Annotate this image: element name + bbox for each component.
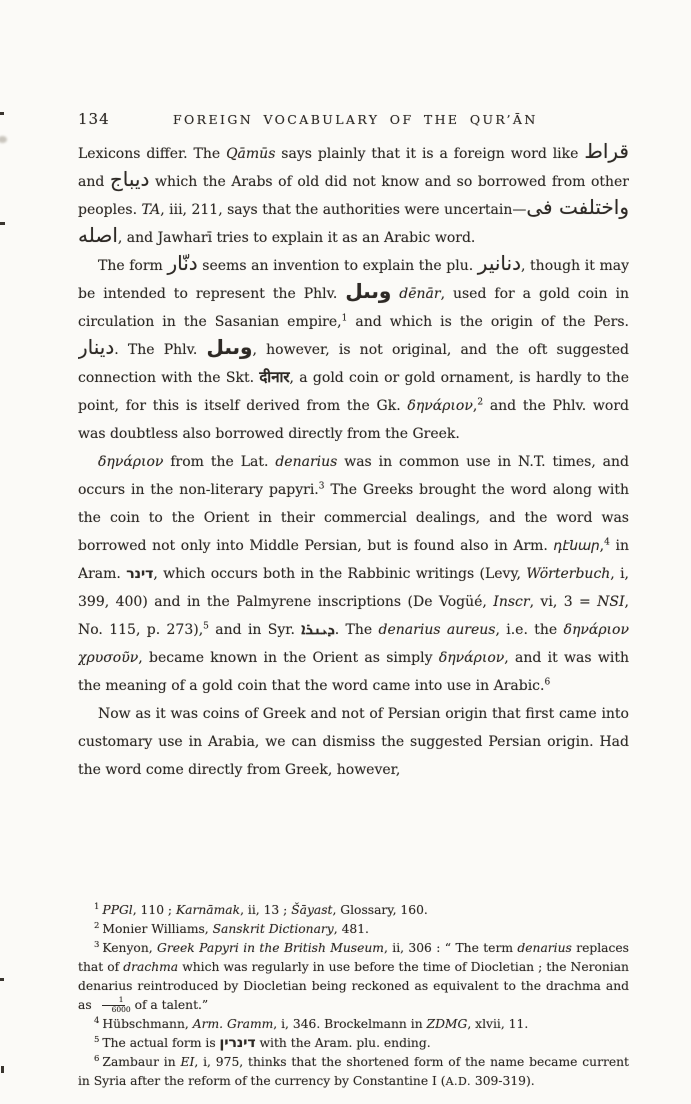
syriac-word: ܕܝܢܪܐ [301, 620, 335, 638]
footnote-marker: 1 [341, 313, 348, 324]
armenian-word: դէնար [553, 538, 600, 554]
scan-artifact [0, 978, 4, 981]
italic-text: Sanskrit Dictionary [212, 922, 334, 936]
hebrew-word: דינרין [219, 1035, 256, 1051]
smallcaps-text: A.D. [445, 1075, 471, 1088]
italic-text: dēnār [399, 286, 441, 302]
arabic-word: دنانير [477, 251, 521, 275]
footnote-number: 3 [94, 939, 100, 950]
footnote: $^5$ The actual form is דינרין with the Aram. plu. ending. [94, 1034, 431, 1051]
arabic-word: قراط [584, 140, 629, 163]
footnote-marker: 5 [203, 621, 209, 632]
scan-artifact [1, 1066, 4, 1073]
pahlavi-word: وىىل [345, 279, 392, 303]
footnote: $^4$ Hübschmann, Arm. Gramm, i, 346. Brockelmann in ZDMG, xlvii, 11. [94, 1015, 529, 1031]
italic-text: Wörterbuch [526, 566, 611, 582]
paragraph: The form دنّار seems an invention to explain the plu. دنانير, though it may be intended to represent the Phlv. وىىل dēnār, used for a gold coin in circulation in the Sasanian empire,$^1$ and which is the origin of the Pers. دينار. The Phlv. وىىل, however, is not original, and the oft suggested connection with the Skt. दीनार, a gold coin or gold ornament, is hardly to the point, for this is itself derived from the Gk. δηνάριον,$^2$ and the Phlv. word was doubtless also borrowed directly from the Greek. [78, 251, 629, 442]
running-title: FOREIGN VOCABULARY OF THE QUR’ĀN [172, 112, 538, 127]
italic-text: ZDMG [426, 1017, 468, 1031]
italic-text: denarius [275, 454, 338, 470]
pahlavi-word: وىىل [206, 335, 253, 359]
italic-text: drachma [123, 960, 179, 974]
footnote: $^3$ Kenyon, Greek Papyri in the British Museum, ii, 306 : “ The term denarius replaces that of drachma which was regularly in use before the time of Diocletian ; the Neronian denarius reintroduced by Diocletian being reckoned as equivalent to the drachma and as $\frac{1}{6000}$ of a talent.” [78, 939, 629, 1014]
italic-text: Arm. Gramm [192, 1017, 274, 1031]
italic-text: Qāmūs [226, 146, 276, 162]
italic-text: denarius [517, 941, 572, 955]
footnotes [78, 901, 629, 1091]
fraction: $\frac{1}{6000}$ [96, 996, 131, 1014]
scan-artifact [0, 222, 5, 225]
italic-text: Karnāmak [175, 903, 241, 917]
footnote-number: 5 [94, 1034, 100, 1045]
italic-text: Greek Papyri in the British Museum [157, 941, 384, 955]
arabic-word: دينار [78, 335, 115, 359]
greek-word: δηνάριον χρυσοῦν [78, 622, 629, 666]
footnote-marker: 2 [477, 397, 484, 408]
paragraph: Now as it was coins of Greek and not of Persian origin that first came into customary use in Arabia, we can dismiss the suggested Persian origin. Had the word come directly from Greek, however, [78, 706, 629, 778]
greek-word: δηνάριον [407, 398, 473, 414]
page-number: 134 [78, 110, 110, 128]
footnote-number: 2 [94, 920, 100, 931]
footnote-marker: 3 [318, 481, 325, 492]
footnote-marker: 6 [544, 677, 551, 688]
footnote: $^1$ PPGl, 110 ; Karnāmak, ii, 13 ; Šāyast, Glossary, 160. [94, 901, 428, 917]
greek-word: δηνάριον [98, 454, 164, 470]
arabic-word: دنّار [167, 251, 198, 275]
scan-artifact [0, 112, 4, 115]
italic-text: EI [180, 1055, 195, 1069]
footnote-number: 4 [94, 1015, 100, 1026]
sanskrit-word: दीनार [259, 368, 290, 386]
arabic-word: ديباج [109, 167, 150, 191]
italic-text: Inscr [493, 594, 530, 610]
footnote-number: 6 [94, 1053, 100, 1064]
greek-word: δηνάριον [438, 650, 505, 666]
footnote: $^6$ Zambaur in EI, i, 975, thinks that the shortened form of the name became current in Syria after the reform of the currency by Constantine I (A.D. 309-319). [78, 1053, 629, 1088]
paragraph: Lexicons differ. The Qāmūs says plainly that it is a foreign word like قراط and ديباج which the Arabs of old did not know and so borrowed from other peoples. TA, iii, 211, says that the authorities were uncertain—واختلفت فى اصله, and Jawharī tries to explain it as an Arabic word. [78, 140, 629, 247]
footnote-number: 1 [94, 901, 100, 912]
scan-smudge [0, 136, 7, 143]
italic-text: TA [141, 202, 161, 218]
hebrew-word: דינר [126, 566, 154, 582]
italic-text: PPGl [102, 903, 133, 917]
italic-text: NSI [597, 594, 625, 610]
italic-text: Šāyast [291, 903, 333, 917]
page-header [78, 110, 629, 128]
paragraph: δηνάριον from the Lat. denarius was in common use in N.T. times, and occurs in the non-literary papyri.$^3$ The Greeks brought the word along with the coin to the Orient in their commercial dealings, and the word was borrowed not only into Middle Persian, but is found also in Arm. դէնար,$^4$ in Aram. דינר, which occurs both in the Rabbinic writings (Levy, Wörterbuch, i, 399, 400) and in the Palmyrene inscriptions (De Vogüé, Inscr, vi, 3 = NSI, No. 115, p. 273),$^5$ and in Syr. ܕܝܢܪܐ. The denarius aureus, i.e. the δηνάριον χρυσοῦν, became known in the Orient as simply δηνάριον, and it was with the meaning of a gold coin that the word came into use in Arabic.$^6$ [78, 454, 629, 694]
main-text [78, 140, 629, 902]
arabic-word: واختلفت فى اصله [78, 195, 629, 247]
italic-text: denarius aureus [378, 622, 496, 638]
footnote: $^2$ Monier Williams, Sanskrit Dictionary, 481. [94, 920, 369, 936]
footnote-marker: 4 [604, 537, 610, 548]
